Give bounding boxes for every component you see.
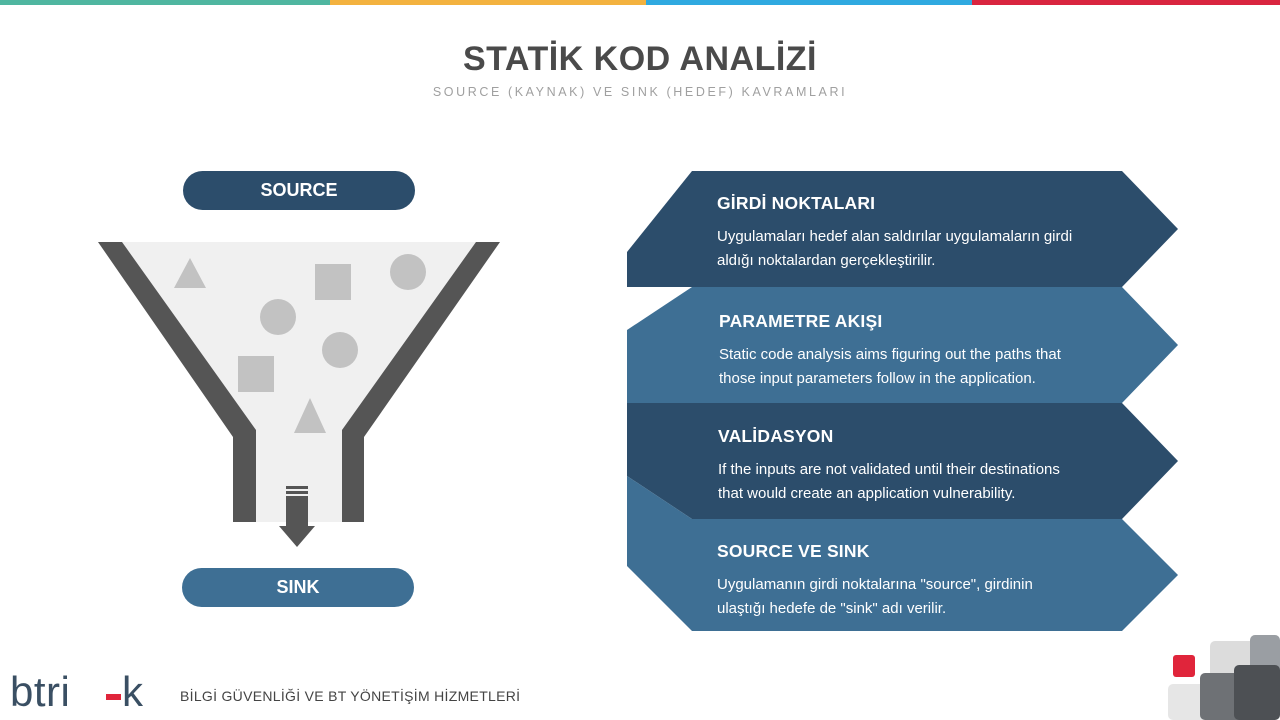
- funnel-interior: [98, 242, 500, 522]
- top-bar-blue: [646, 0, 972, 5]
- footer-tagline: BİLGİ GÜVENLİĞİ VE BT YÖNETİŞİM HİZMETLERİ: [180, 688, 521, 704]
- funnel-diagram: [90, 230, 510, 560]
- step-1-desc-line: aldığı noktalardan gerçekleştirilir.: [717, 252, 936, 269]
- btrisk-logo: [10, 670, 165, 714]
- svg-text:k: k: [122, 670, 143, 714]
- sink-pill: SINK: [182, 568, 414, 607]
- funnel-shape-circle: [390, 254, 426, 290]
- step-3-description: [718, 458, 1060, 506]
- step-2-desc-line: those input parameters follow in the application.: [719, 370, 1036, 387]
- step-3: [718, 426, 1060, 506]
- step-2-desc-line: Static code analysis aims figuring out the paths that: [719, 346, 1061, 363]
- step-3-desc-line: If the inputs are not validated until their destinations: [718, 461, 1060, 478]
- step-1-desc-line: Uygulamaları hedef alan saldırılar uygulamaların girdi: [717, 228, 1073, 245]
- step-1-description: [717, 225, 1072, 273]
- step-4-title: SOURCE VE SINK: [717, 541, 870, 561]
- corner-decoration: [1160, 635, 1280, 720]
- top-color-bar: [0, 0, 1280, 5]
- top-bar-yellow: [330, 0, 646, 5]
- top-bar-teal: [0, 0, 330, 5]
- step-3-desc-line: that would create an application vulnerability.: [718, 485, 1016, 502]
- step-4: [717, 541, 1033, 621]
- step-1-title: GİRDİ NOKTALARI: [717, 193, 876, 213]
- step-1: [717, 193, 1072, 273]
- funnel-shape-circle: [260, 299, 296, 335]
- step-2-title: PARAMETRE AKIŞI: [719, 311, 883, 331]
- funnel-shape-square: [315, 264, 351, 300]
- step-2: [719, 311, 1061, 391]
- top-bar-red: [972, 0, 1280, 5]
- page-subtitle: SOURCE (KAYNAK) VE SINK (HEDEF) KAVRAMLARI: [432, 85, 848, 99]
- step-4-description: [717, 573, 1033, 621]
- source-pill: SOURCE: [183, 171, 415, 210]
- page-title: STATİK KOD ANALİZİ: [463, 40, 817, 78]
- step-3-title: VALİDASYON: [718, 426, 834, 446]
- funnel-shape-circle: [322, 332, 358, 368]
- step-4-desc-line: Uygulamanın girdi noktalarına "source", girdinin: [717, 576, 1033, 593]
- svg-text:btri: btri: [10, 670, 71, 714]
- step-4-desc-line: ulaştığı hedefe de "sink" adı verilir.: [717, 600, 947, 617]
- funnel-shape-square: [238, 356, 274, 392]
- step-2-description: [719, 343, 1061, 391]
